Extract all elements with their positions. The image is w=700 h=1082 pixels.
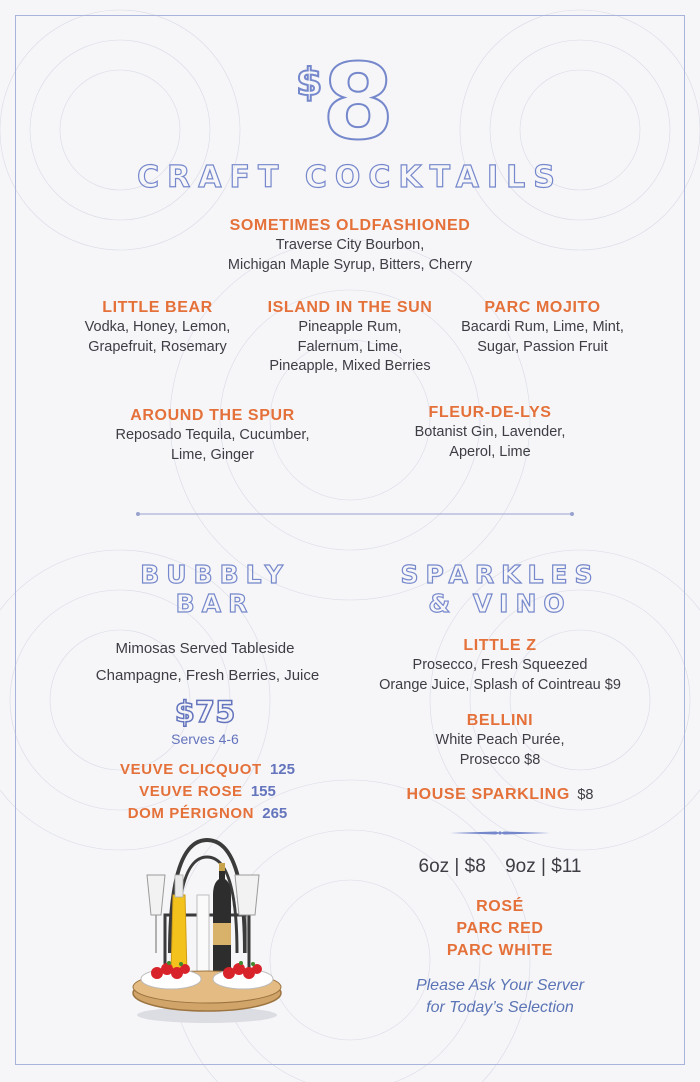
sparkles-item-desc: Prosecco, Fresh Squeezed xyxy=(412,657,588,673)
page-title: CRAFT COCKTAILS xyxy=(137,160,563,195)
sparkles-item-little-z xyxy=(355,636,645,695)
cocktail-little-bear xyxy=(60,298,255,357)
bottle-item xyxy=(70,781,345,803)
house-sparkling-name: HOUSE SPARKLING xyxy=(406,786,570,803)
sparkles-item-desc: Orange Juice, Splash of Cointreau $9 xyxy=(379,676,621,693)
pour-small: 6oz | $8 xyxy=(418,856,486,877)
bottle-price: 155 xyxy=(250,783,276,800)
bottle-item xyxy=(70,803,345,825)
bubbly-bar-title-line2: BAR xyxy=(175,589,255,618)
small-divider xyxy=(448,829,552,837)
cocktail-desc: Pineapple Rum, xyxy=(298,319,402,335)
cocktail-name: PARC MOJITO xyxy=(484,299,601,316)
bottle-price: 125 xyxy=(269,761,295,778)
wine-item: PARC WHITE xyxy=(446,942,554,959)
house-sparkling xyxy=(380,785,620,806)
cocktail-desc: Vodka, Honey, Lemon, xyxy=(84,319,231,335)
sparkles-item-desc: Prosecco $8 xyxy=(459,751,541,768)
pour-sizes xyxy=(380,855,620,879)
cocktail-desc: Aperol, Lime xyxy=(449,443,531,460)
sparkles-title-line1: SPARKLES xyxy=(400,560,600,589)
cocktail-desc: Falernum, Lime, xyxy=(297,338,403,355)
header-price: 8 xyxy=(322,41,395,163)
sparkles-item-name: LITTLE Z xyxy=(463,637,537,654)
bottle-price: 265 xyxy=(262,805,288,822)
bottle-name: VEUVE ROSE xyxy=(139,783,243,800)
sparkles-title-line2: & VINO xyxy=(428,589,572,618)
bubbly-line-champagne: Champagne, Fresh Berries, Juice xyxy=(95,667,320,684)
cocktail-desc: Reposado Tequila, Cucumber, xyxy=(115,427,310,443)
bubbly-bar-title-line1: BUBBLY xyxy=(140,560,290,589)
cocktail-desc: Michigan Maple Syrup, Bitters, Cherry xyxy=(227,256,473,273)
cocktail-name: LITTLE BEAR xyxy=(102,299,213,316)
server-note xyxy=(380,975,620,1019)
cocktail-name: SOMETIMES OLDFASHIONED xyxy=(229,217,471,234)
cocktail-parc-mojito xyxy=(440,298,645,357)
bottle-name: VEUVE CLICQUOT xyxy=(120,761,262,778)
cocktail-desc: Lime, Ginger xyxy=(170,446,254,463)
cocktail-name: AROUND THE SPUR xyxy=(130,407,295,424)
server-note-line: Please Ask Your Server xyxy=(415,977,585,994)
cocktail-desc: Grapefruit, Rosemary xyxy=(88,338,227,355)
bubbly-price: $75 xyxy=(174,695,236,729)
pour-large: 9oz | $11 xyxy=(505,856,582,877)
bottle-item xyxy=(70,759,345,781)
cocktail-name: FLEUR-DE-LYS xyxy=(428,404,552,421)
section-divider xyxy=(135,510,575,518)
sparkles-item-bellini xyxy=(380,711,620,770)
house-sparkling-price: $8 xyxy=(577,787,594,803)
cocktail-desc: Sugar, Passion Fruit xyxy=(477,338,608,355)
bubbly-line-mimosas: Mimosas Served Tableside xyxy=(115,640,295,657)
cocktail-desc: Botanist Gin, Lavender, xyxy=(414,424,566,440)
cocktail-desc: Bacardi Rum, Lime, Mint, xyxy=(461,319,624,335)
bottle-list xyxy=(70,759,345,825)
cocktail-name: ISLAND IN THE SUN xyxy=(267,299,433,316)
cocktail-desc: Traverse City Bourbon, xyxy=(275,237,425,253)
sparkles-item-name: BELLINI xyxy=(466,712,534,729)
wine-item: ROSÉ xyxy=(476,898,524,915)
cocktail-around-the-spur xyxy=(90,406,335,465)
cocktail-fleur-de-lys xyxy=(385,403,595,462)
wine-item: PARC RED xyxy=(456,920,544,937)
cocktail-sometimes-oldfashioned xyxy=(150,216,550,275)
bubbly-serves: Serves 4-6 xyxy=(171,731,239,747)
cocktail-desc: Pineapple, Mixed Berries xyxy=(269,358,431,374)
sparkles-item-desc: White Peach Purée, xyxy=(435,732,565,748)
cocktail-island-in-the-sun xyxy=(250,298,450,377)
bottle-name: DOM PÉRIGNON xyxy=(127,805,255,822)
server-note-line: for Today’s Selection xyxy=(426,999,574,1016)
mimosa-caddy-image xyxy=(125,835,290,1025)
wine-list xyxy=(400,896,600,962)
header-dollar-sign: $ xyxy=(296,60,323,104)
